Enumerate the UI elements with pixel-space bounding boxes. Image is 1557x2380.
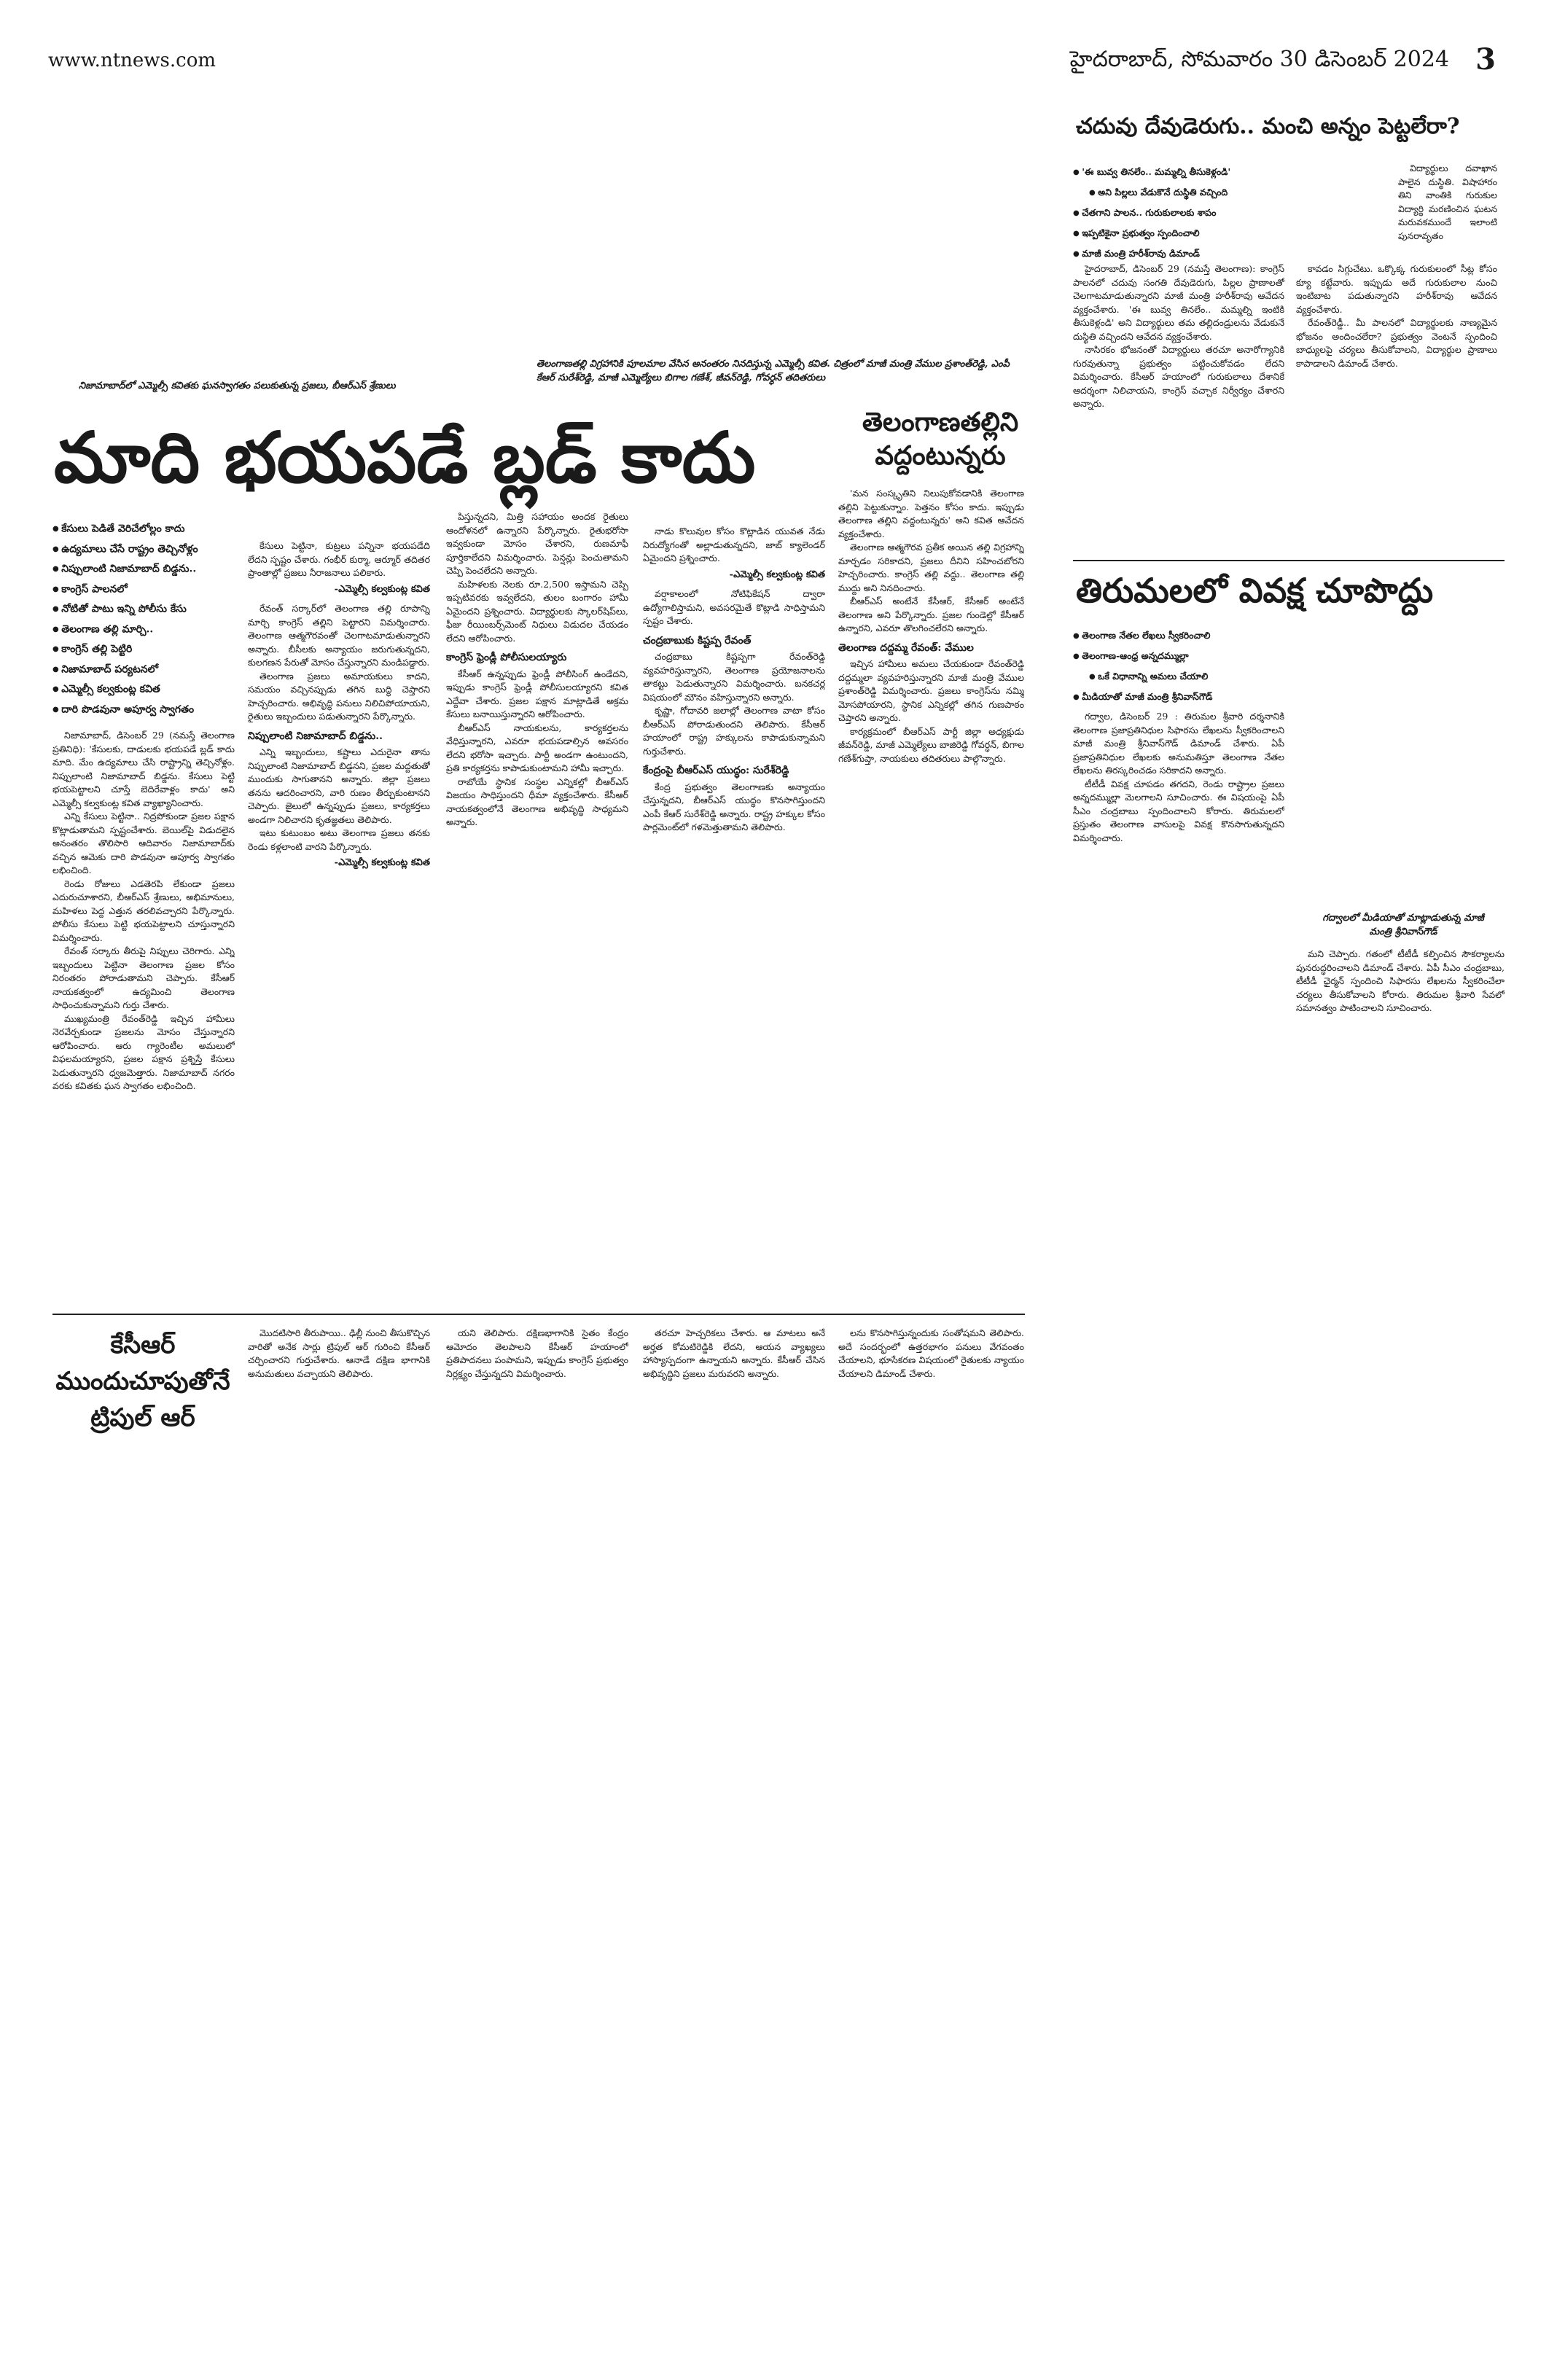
paragraph: రేవంత్ సర్కారు తీరుపై నిప్పులు చెరిగారు. ఎన్ని ఇబ్బందులు పెట్టినా తెలంగాణ ప్రజల కోసం నిరంతరం పోరాడుతామని చెప్పారు. కేసీఆర్ నాయకత్వంలో ఉద్యమించి తెలంగాణ సాధించుకున్నామని గుర్తు చేశారు. (52, 945, 235, 1010)
bullet-item: ● మీడియాతో మాజీ మంత్రి శ్రీనివాస్‌గౌడ్ (1073, 687, 1365, 707)
bullet-item: ● నిప్పులాంటి నిజామాబాద్ బిడ్డను.. (52, 559, 227, 580)
paragraph: కృష్ణా, గోదావరి జలాల్లో తెలంగాణ వాటా కోసం బీఆర్‌ఎస్ పోరాడుతుందని తెలిపారు. కేసీఆర్ హయాంలో రాష్ట్ర హక్కులను కాపాడుకున్నామని గుర్తుచేశారు. (643, 705, 825, 757)
bullet-item: ● కాంగ్రెస్ తల్లి పెట్టిరి (52, 639, 227, 660)
paragraph: రేవంత్ సర్కార్‌లో తెలంగాణ తల్లి రూపాన్ని మార్చి కాంగ్రెస్ తల్లిని పెట్టారని విమర్శించారు. తెలంగాణ ఆత్మగౌరవంతో చెలగాటమాడుతున్నారని అన్నారు. బీసీలకు అన్యాయం జరుగుతున్నదని, కులగణన పేరుతో మోసం చేస్తున్నారని మండిపడ్డారు. (248, 603, 430, 668)
divider (1073, 560, 1505, 561)
paragraph: నాసిరకం భోజనంతో విద్యార్థులు తరచూ అనారోగ్యానికి గురవుతున్నా ప్రభుత్వం పట్టించుకోవడం లేదని విమర్శించారు. కేసీఆర్ హయాంలో గురుకులాలు దేశానికే ఆదర్శంగా నిలిచాయని, కాంగ్రెస్ వచ్చాక నిర్వీర్యం చేశారని అన్నారు. (1073, 344, 1284, 409)
byline: -ఎమ్మెల్సీ కల్వకుంట్ల కవిత (334, 583, 430, 595)
page-number: 3 (1475, 42, 1496, 77)
paragraph: రెండు రోజులు ఎడతెరపి లేకుండా ప్రజలు ఎదురుచూశారని, బీఆర్‌ఎస్ శ్రేణులు, అభిమానులు, మహిళలు పెద్ద ఎత్తున తరలివచ్చారని పేర్కొన్నారు. పోలీసు కేసులు పెట్టి భయపెట్టాలని చూస్తున్నారని విమర్శించారు. (52, 878, 235, 943)
bullet-item: ● ఉద్యమాలు చేసే రాష్ట్రం తెచ్చినోళ్లం (52, 539, 227, 560)
paragraph: మహిళలకు నెలకు రూ.2,500 ఇస్తామని చెప్పి ఇప్పటివరకు ఇవ్వలేదని, తులం బంగారం హామీ ఏమైందని ప్రశ్నించారు. విద్యార్థులకు స్కాలర్‌షిప్‌లు, ఫీజు రీయింబర్స్‌మెంట్ నిధులు విడుదల చేయడం లేదని ఆరోపించారు. (446, 578, 628, 644)
main-col-1 (52, 729, 235, 1298)
main-col-5 (838, 487, 1024, 1298)
side-headline: తెలంగాణతల్లిని వద్దంటున్నరు (862, 407, 1019, 471)
paragraph: ఎన్ని కేసులు పెట్టినా.. నిద్రపోకుండా ప్రజల పక్షాన కొట్లాడుతామని స్పష్టంచేశారు. బెయిల్‌పై విడుదలైన అనంతరం తొలిసారి ఆదివారం నిజామాబాద్‌కు వచ్చిన ఆమెకు దారి పొడవునా అపూర్వ స్వాగతం లభించింది. (52, 811, 235, 875)
bullet-item: ● అని పిల్లలు వేడుకొనే దుస్థితి వచ్చింది (1073, 182, 1386, 203)
paragraph: పిస్తున్నదని, మిత్తి సహాయం అందక రైతులు ఆందోళనలో ఉన్నారని పేర్కొన్నారు. రైతుభరోసా ఇవ్వకుండా మోసం చేశారని, రుణమాఫీ పూర్తికాలేదని విమర్శించారు. పెన్షన్లు పెంచుతామని చెప్పి పెంచలేదని అన్నారు. (446, 511, 628, 576)
story2-side-col (1398, 162, 1497, 257)
bullet-item: ● కాంగ్రెస్ పాలనలో (52, 580, 227, 600)
bullet-item: ● తెలంగాణ-ఆంధ్ర అన్నదమ్ముల్లా (1073, 646, 1365, 666)
paragraph: వర్షాకాలంలో నోటిఫికేషన్ ద్వారా ఉద్యోగాలిస్తామని, అవసరమైతే కొట్లాడి సాధిస్తామని స్పష్టం చేశారు. (643, 588, 825, 626)
main-col-4 (643, 525, 825, 1298)
paragraph: మొదటిసారి తీరుపాయి.. ఢిల్లీ నుంచి తీసుకొచ్చిన వారితో అనేక సార్లు ట్రిపుల్ ఆర్ గురించి కేసీఆర్ చర్చించారని గుర్తుచేశారు. ఆనాడే దక్షిణ భాగానికి అనుమతులు వచ్చాయని తెలిపారు. (248, 1327, 430, 1379)
bullet-item: ● ఒకే విధానాన్ని అమలు చేయాలి (1073, 666, 1365, 687)
paragraph: బీఆర్‌ఎస్ అంటేనే కేసీఆర్, కేసీఆర్ అంటేనే తెలంగాణ అని పేర్కొన్నారు. ప్రజల గుండెల్లో కేసీఆర్ ఉన్నారని, ఎవరూ తొలగించలేరని అన్నారు. (838, 596, 1024, 633)
paragraph: బీఆర్‌ఎస్ నాయకులను, కార్యకర్తలను వేధిస్తున్నారని, ఎవరూ భయపడాల్సిన అవసరం లేదని భరోసా ఇచ్చారు. పార్టీ అండగా ఉంటుందని, ప్రతి కార్యకర్తను కాపాడుకుంటామని హామీ ఇచ్చారు. (446, 722, 628, 773)
paragraph: యని తెలిపారు. దక్షిణభాగానికి సైతం కేంద్రం ఆమోదం తెలపాలని కేసీఆర్ హయాంలో ప్రతిపాదనలు పంపామని, ఇప్పుడు కాంగ్రెస్ ప్రభుత్వం నిర్లక్ష్యం చేస్తున్నదని విమర్శించారు. (446, 1327, 628, 1379)
bullet-item: ● చేతగాని పాలన.. గురుకులాలకు శాపం (1073, 203, 1386, 223)
subheading: చంద్రబాబుకు కిష్టప్ప రేవంత్ (643, 634, 752, 647)
paragraph: తెలంగాణ ఆత్మగౌరవ ప్రతీక అయిన తల్లి విగ్రహాన్ని మార్చడం సరికాదని, ప్రజలు దీనిని సహించబోరని హెచ్చరించారు. కాంగ్రెస్ తల్లి వద్దు.. తెలంగాణ తల్లి ముద్దు అని నినదించారు. (838, 542, 1024, 593)
bullet-item: ● తెలంగాణ నేతల లేఖలు స్వీకరించాలి (1073, 625, 1365, 646)
subheading: తెలంగాణ దద్దమ్మ రేవంత్: వేముల (838, 641, 974, 654)
paragraph: ముఖ్యమంత్రి రేవంత్‌రెడ్డి ఇచ్చిన హామీలు నెరవేర్చకుండా ప్రజలను మోసం చేస్తున్నారని ఆరోపించారు. ఆరు గ్యారెంటీల అమలులో విఫలమయ్యారని, ప్రజల పక్షాన ప్రశ్నిస్తే కేసులు పెడుతున్నారని ధ్వజమెత్తారు. నిజామాబాద్ నగరం వరకు కవితకు ఘన స్వాగతం లభించింది. (52, 1013, 235, 1091)
site-url[interactable]: www.ntnews.com (48, 50, 216, 71)
paragraph: కేంద్ర ప్రభుత్వం తెలంగాణకు అన్యాయం చేస్తున్నదని, బీఆర్‌ఎస్ యుద్ధం కొనసాగిస్తుందని ఎంపీ కేఆర్ సురేశ్‌రెడ్డి అన్నారు. రాష్ట్ర హక్కుల కోసం పార్లమెంట్‌లో గళమెత్తుతామని తెలిపారు. (643, 781, 825, 832)
main-headline: మాది భయపడే బ్లడ్ కాదు (54, 416, 756, 499)
bullet-item: ● మాజీ మంత్రి హరీశ్‌రావు డిమాండ్ (1073, 243, 1386, 264)
paragraph: తరచూ హెచ్చరికలు చేశారు. ఆ మాటలు అనే అర్హత కోమటిరెడ్డికి లేదని, ఆయన వ్యాఖ్యలు హాస్యాస్పదంగా ఉన్నాయని అన్నారు. కేసీఆర్ చేసిన అభివృద్ధిని ప్రజలు మరువరని అన్నారు. (643, 1327, 825, 1379)
story3-headline: తిరుమలలో వివక్ష చూపొద్దు (1076, 571, 1434, 610)
paragraph: కార్యక్రమంలో బీఆర్‌ఎస్ పార్టీ జిల్లా అధ్యక్షుడు జీవన్‌రెడ్డి, మాజీ ఎమ్మెల్యేలు బాజిరెడ్డి గోవర్ధన్, బిగాల గణేశ్‌గుప్తా, నాయకులు తదితరులు పాల్గొన్నారు. (838, 725, 1024, 764)
paragraph: కావడం సిగ్గుచేటు. ఒక్కొక్క గురుకులంలో సీట్ల కోసం క్యూ కట్టేవారు. ఇప్పుడు అదే గురుకులాల నుంచి ఇంటిబాట పడుతున్నారని హరీశ్‌రావు ఆవేదన వ్యక్తంచేశారు. (1296, 263, 1497, 315)
story2-col-a (1073, 262, 1284, 554)
bullet-item: ● నోటితో పాటు ఇన్ని పోలీసు కేసు (52, 599, 227, 620)
paragraph: లను కొనసాగిస్తున్నందుకు సంతోషమని తెలిపారు. అదే సందర్భంలో ఉత్తరభాగం పనులు వేగవంతం చేయాలని, భూసేకరణ విషయంలో రైతులకు న్యాయం చేయాలని డిమాండ్ చేశారు. (838, 1327, 1024, 1379)
paragraph: 'మన సంస్కృతిని నిలుపుకోవడానికి తెలంగాణ తల్లిని పెట్టుకున్నాం. పెత్తనం కోసం కాదు. ఇప్పుడు తెలంగాణ తల్లిని వద్దంటున్నరు' అని కవిత ఆవేదన వ్యక్తంచేశారు. (838, 488, 1024, 539)
main-photo-caption-right: తెలంగాణతల్లి విగ్రహానికి పూలమాల వేసిన అనంతరం నినదిస్తున్న ఎమ్మెల్సీ కవిత. చిత్రంలో మాజీ మంత్రి వేముల ప్రశాంత్‌రెడ్డి, ఎంపీ కేఆర్ సురేశ్‌రెడ్డి, మాజీ ఎమ్మెల్యేలు బిగాల గణేశ్, జీవన్‌రెడ్డి, గోవర్ధన్ తదితరులు (536, 359, 1010, 383)
bullet-item: ● దారి పొడవునా అపూర్వ స్వాగతం (52, 700, 227, 720)
paragraph: మని చెప్పారు. గతంలో టీటీడీ కల్పించిన సౌకర్యాలను పునరుద్ధరించాలని డిమాండ్ చేశారు. ఏపీ సీఎం చంద్రబాబు, టీటీడీ ఛైర్మన్ స్పందించి సిఫారసు లేఖలను స్వీకరించేలా చర్యలు తీసుకోవాలని కోరారు. తిరుమల శ్రీవారి సేవలో సమానత్వం పాటించాలని సూచించారు. (1296, 948, 1505, 1013)
paragraph: ఎన్ని ఇబ్బందులు, కష్టాలు ఎదురైనా తాను నిప్పులాంటి నిజామాబాద్ బిడ్డనని, ప్రజల మద్దతుతో ముందుకు సాగుతానని అన్నారు. జిల్లా ప్రజలు తనను ఆదరించారని, వారి రుణం తీర్చుకుంటానని చెప్పారు. జైలులో ఉన్నప్పుడు ప్రజలు, కార్యకర్తలు అండగా నిలిచారని కృతజ్ఞతలు తెలిపారు. (248, 746, 430, 825)
paragraph: టీటీడీ వివక్ష చూపడం తగదని, రెండు రాష్ట్రాల ప్రజలు అన్నదమ్ముల్లా మెలగాలని సూచించారు. ఈ విషయంపై ఏపీ సీఎం చంద్రబాబు స్పందించాలని కోరారు. తిరుమలలో ప్రస్తుతం తెలంగాణ వాసులపై వివక్ష కొనసాగుతున్నదని విమర్శించారు. (1073, 778, 1284, 843)
story3-photo (1296, 656, 1505, 904)
byline: -ఎమ్మెల్సీ కల్వకుంట్ల కవిత (334, 857, 430, 868)
bottom-col-2 (446, 1327, 628, 1429)
subheading: నిప్పులాంటి నిజామాబాద్ బిడ్డను.. (248, 730, 383, 742)
story2-col-b (1296, 262, 1497, 554)
main-photo-caption-left: నిజామాబాద్‌లో ఎమ్మెల్సీ కవితకు ఘనస్వాగతం పలుకుతున్న ప్రజలు, బీఆర్‌ఎస్ శ్రేణులు (79, 381, 396, 391)
bullet-item: ● ఇప్పటికైనా ప్రభుత్వం స్పందించాలి (1073, 223, 1386, 243)
main-photo-left (50, 219, 525, 394)
main-bullets (52, 519, 227, 719)
paragraph: కేసీఆర్ ఉన్నప్పుడు ఫ్రెండ్లీ పోలీసింగ్ ఉండేదని, ఇప్పుడు కాంగ్రెస్ ఫ్రెండ్లీ పోలీసులయ్యారని కవిత ఎద్దేవా చేశారు. ప్రజల పక్షాన మాట్లాడితే అక్రమ కేసులు బనాయిస్తున్నారని ఆరోపించారు. (446, 668, 628, 719)
story3-col-b (1296, 948, 1505, 1021)
subheading: కాంగ్రెస్ ఫ్రెండ్లీ పోలీసులయ్యారు (446, 652, 567, 663)
paragraph: నిజామాబాద్, డిసెంబర్ 29 (నమస్తే తెలంగాణ ప్రతినిధి): 'కేసులకు, దాడులకు భయపడే బ్లడ్ కాదు మాది. మేం ఉద్యమాలు చేసి రాష్ట్రాన్ని తెచ్చినోళ్లం. నిప్పులాంటి నిజామాబాద్ బిడ్డను. కేసులు పెట్టి భయపెట్టాలని చూస్తే బెదిరేవాళ్లం కాదు' అని ఎమ్మెల్సీ కల్వకుంట్ల కవిత వ్యాఖ్యానించారు. (52, 730, 235, 808)
bullet-item: ● ఎమ్మెల్సీ కల్వకుంట్ల కవిత (52, 679, 227, 700)
paragraph: విద్యార్థులు దవాఖాన పాలైన దుస్థితి. విషాహారం తిని వాంతికి గురుకుల విద్యార్థి మరణించిన ఘటన మరువకముందే ఇలాంటి పునరావృతం (1398, 163, 1497, 241)
bottom-col-4 (838, 1327, 1024, 1429)
story2-bullets (1073, 162, 1386, 264)
paragraph: కేసులు పెట్టినా, కుట్రలు పన్నినా భయపడేది లేదని స్పష్టం చేశారు. గంభీర్ కుర్మా, ఆర్మూర్ తదితర ప్రాంతాల్లో ప్రజలు నీరాజనాలు పలికారు. (248, 540, 430, 578)
paragraph: ఇచ్చిన హామీలు అమలు చేయకుండా రేవంత్‌రెడ్డి దద్దమ్మలా వ్యవహరిస్తున్నారని మాజీ మంత్రి వేముల ప్రశాంత్‌రెడ్డి విమర్శించారు. ప్రజలు కాంగ్రెస్‌ను నమ్మి మోసపోయారని, స్థానిక ఎన్నికల్లో తగిన గుణపాఠం చెప్తారని అన్నారు. (838, 658, 1024, 723)
main-col-3 (446, 510, 628, 1298)
divider (52, 1314, 1025, 1315)
paragraph: తెలంగాణ ప్రజలు అమాయకులు కాదని, సమయం వచ్చినప్పుడు తగిన బుద్ధి చెప్తారని హెచ్చరించారు. అభివృద్ధి పనులు నిలిచిపోయాయని, రైతులు ఇబ్బందులు పడుతున్నారని పేర్కొన్నారు. (248, 670, 430, 722)
paragraph: ఇటు కుటుంబం అటు తెలంగాణ ప్రజలు తనకు రెండు కళ్లలాంటి వారని పేర్కొన్నారు. (248, 827, 430, 852)
dateline: హైదరాబాద్, సోమవారం 30 డిసెంబర్ 2024 (1069, 47, 1449, 72)
paragraph: గద్వాల, డిసెంబర్ 29 : తిరుమల శ్రీవారి దర్శనానికి తెలంగాణ ప్రజాప్రతినిధుల సిఫారసు లేఖలను స్వీకరించాలని మాజీ మంత్రి శ్రీనివాస్‌గౌడ్ డిమాండ్ చేశారు. ఏపీ ప్రజాప్రతినిధుల లేఖలకు అనుమతిస్తూ తెలంగాణ నేతల లేఖలను తిరస్కరించడం సరికాదని అన్నారు. (1073, 711, 1284, 776)
paragraph: రేవంత్‌రెడ్డీ.. మీ పాలనలో విద్యార్థులకు నాణ్యమైన భోజనం అందించలేరా? ప్రభుత్వం వెంటనే స్పందించి బాధ్యులపై చర్యలు తీసుకోవాలని, విద్యార్థుల ప్రాణాలు కాపాడాలని డిమాండ్ చేశారు. (1296, 317, 1497, 369)
bottom-col-3 (643, 1327, 825, 1429)
main-col-2 (248, 539, 430, 1298)
bullet-item: ● నిజామాబాద్ పర్యటనలో (52, 660, 227, 680)
paragraph: రాబోయే స్థానిక సంస్థల ఎన్నికల్లో బీఆర్‌ఎస్ విజయం సాధిస్తుందని ధీమా వ్యక్తంచేశారు. కేసీఆర్ నాయకత్వంలోనే తెలంగాణ అభివృద్ధి సాధ్యమని అన్నారు. (446, 776, 628, 827)
story3-col-a (1073, 710, 1284, 993)
paragraph: చంద్రబాబు కిష్టప్పగా రేవంత్‌రెడ్డి వ్యవహరిస్తున్నారని, తెలంగాణ ప్రయోజనాలను తాకట్టు పెడుతున్నారని విమర్శించారు. బనకచర్ల విషయంలో మౌనం వహిస్తున్నారని అన్నారు. (643, 651, 825, 703)
bullet-item: ● కేసులు పెడితే వెరిచేలోల్లం కాదు (52, 519, 227, 539)
bullet-item: ● తెలంగాణ తల్లి మార్చి.. (52, 620, 227, 640)
story2-headline: చదువు దేవుడెరుగు.. మంచి అన్నం పెట్టలేరా? (1076, 114, 1460, 139)
bottom-headline: కేసీఆర్ ముందుచూపుతోనే ట్రిపుల్ ఆర్ (55, 1330, 230, 1432)
story3-photo-caption: గద్వాలలో మీడియాతో మాట్లాడుతున్న మాజీ మంత్రి శ్రీనివాస్‌గౌడ్ (1322, 913, 1484, 937)
subheading: కేంద్రంపై బీఆర్‌ఎస్ యుద్ధం: సురేశ్‌రెడ్డి (643, 765, 789, 776)
byline: -ఎమ్మెల్సీ కల్వకుంట్ల కవిత (729, 569, 825, 580)
paragraph: హైదరాబాద్, డిసెంబర్ 29 (నమస్తే తెలంగాణ): కాంగ్రెస్ పాలనలో చదువు సంగతి దేవుడెరుగు, పిల్లల ప్రాణాలతో చెలగాటమాడుతున్నారని మాజీ మంత్రి హరీశ్‌రావు ఆవేదన వ్యక్తంచేశారు. 'ఈ బువ్వ తినలేం.. మమ్మల్ని ఇంటికి తీసుకెళ్లండి' అని విద్యార్థులు తమ తల్లిదండ్రులను వేడుకునే దుస్థితి వచ్చిందని ఆవేదన వ్యక్తంచేశారు. (1073, 263, 1284, 342)
bottom-col-1 (248, 1327, 430, 1429)
bullet-item: ● 'ఈ బువ్వ తినలేం.. మమ్మల్ని తీసుకెళ్లండి' (1073, 162, 1386, 182)
paragraph: నాడు కొలువుల కోసం కొట్లాడిన యువత నేడు నిరుద్యోగంతో అల్లాడుతున్నదని, జాబ్ క్యాలెండర్ ఏమైందని ప్రశ్నించారు. (643, 526, 825, 563)
main-photo-right (532, 219, 1022, 362)
